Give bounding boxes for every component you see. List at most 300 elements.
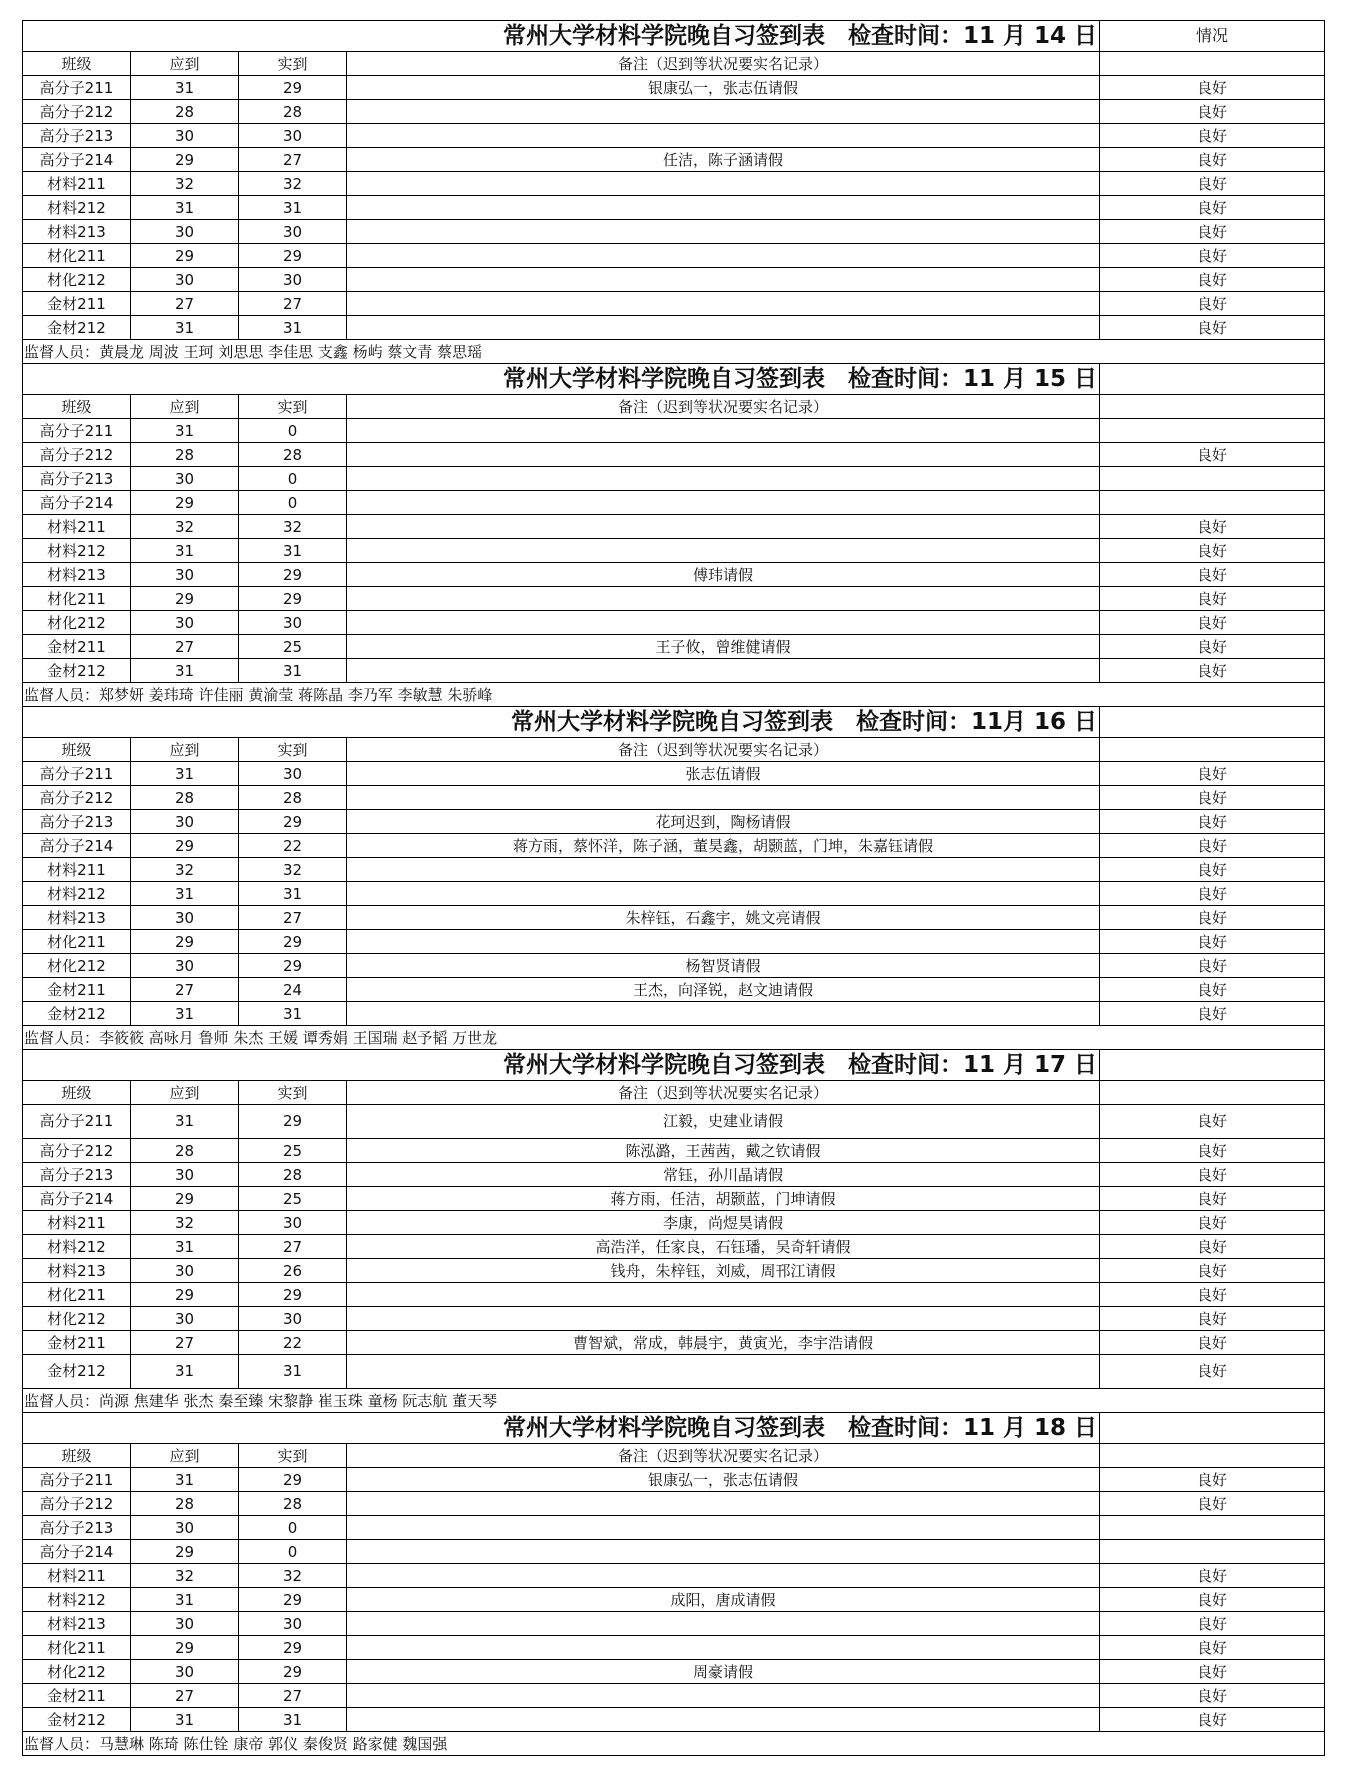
actual-cell: 0: [239, 419, 347, 443]
class-cell: 金材212: [23, 1708, 131, 1732]
expected-cell: 28: [131, 1139, 239, 1163]
note-cell: 王子攸，曾维健请假: [347, 635, 1100, 659]
table-row: [23, 316, 1325, 340]
expected-cell: 31: [131, 762, 239, 786]
table-row: [23, 1211, 1325, 1235]
table-row: [23, 563, 1325, 587]
expected-cell: 28: [131, 100, 239, 124]
note-cell: [347, 292, 1100, 316]
actual-cell: 28: [239, 100, 347, 124]
header-class: 班级: [23, 738, 131, 762]
supervisor-cell: [23, 1389, 1325, 1413]
class-cell: 高分子212: [23, 100, 131, 124]
table-row: [23, 76, 1325, 100]
table-row: [23, 1708, 1325, 1732]
note-cell: 王杰，向泽锐，赵文迪请假: [347, 978, 1100, 1002]
header-status-empty: [1100, 1444, 1325, 1468]
class-cell: 高分子214: [23, 1540, 131, 1564]
expected-cell: 31: [131, 1588, 239, 1612]
table-row: [23, 1105, 1325, 1139]
expected-cell: 30: [131, 1163, 239, 1187]
class-cell: 金材211: [23, 292, 131, 316]
table-row: [23, 834, 1325, 858]
status-cell: 良好: [1100, 978, 1325, 1002]
actual-cell: 0: [239, 467, 347, 491]
class-cell: 高分子213: [23, 124, 131, 148]
note-cell: [347, 1612, 1100, 1636]
expected-cell: 31: [131, 882, 239, 906]
expected-cell: 27: [131, 1684, 239, 1708]
status-cell: 良好: [1100, 1684, 1325, 1708]
actual-cell: 30: [239, 220, 347, 244]
expected-cell: 30: [131, 220, 239, 244]
class-cell: 高分子214: [23, 148, 131, 172]
expected-cell: 30: [131, 611, 239, 635]
table-row: [23, 268, 1325, 292]
actual-cell: 28: [239, 443, 347, 467]
table-row: [23, 172, 1325, 196]
expected-cell: 28: [131, 443, 239, 467]
supervisor-cell: [23, 683, 1325, 707]
supervisor-label: 监督人员：: [24, 1028, 100, 1047]
expected-cell: 30: [131, 268, 239, 292]
section-title-row: [23, 707, 1325, 738]
table-row: [23, 762, 1325, 786]
section-title-row: [23, 364, 1325, 395]
status-cell: 良好: [1100, 786, 1325, 810]
status-header-cell: [1100, 707, 1325, 738]
class-cell: 高分子211: [23, 76, 131, 100]
actual-cell: 32: [239, 172, 347, 196]
status-cell: 良好: [1100, 124, 1325, 148]
actual-cell: 31: [239, 539, 347, 563]
table-row: [23, 467, 1325, 491]
status-cell: 良好: [1100, 1355, 1325, 1389]
class-cell: 高分子212: [23, 1492, 131, 1516]
table-row: [23, 659, 1325, 683]
note-cell: 张志伍请假: [347, 762, 1100, 786]
note-cell: 蒋方雨，任洁，胡颢蓝，门坤请假: [347, 1187, 1100, 1211]
class-cell: 材料211: [23, 1564, 131, 1588]
note-cell: [347, 1307, 1100, 1331]
expected-cell: 29: [131, 148, 239, 172]
class-cell: 金材212: [23, 316, 131, 340]
class-cell: 材料213: [23, 1259, 131, 1283]
header-class: 班级: [23, 1081, 131, 1105]
actual-cell: 29: [239, 1468, 347, 1492]
class-cell: 材料211: [23, 1211, 131, 1235]
header-expected: 应到: [131, 395, 239, 419]
note-cell: 成阳，唐成请假: [347, 1588, 1100, 1612]
table-row: [23, 786, 1325, 810]
status-cell: 良好: [1100, 1163, 1325, 1187]
note-cell: 周豪请假: [347, 1660, 1100, 1684]
table-row: [23, 954, 1325, 978]
status-cell: 良好: [1100, 1187, 1325, 1211]
actual-cell: 31: [239, 1355, 347, 1389]
note-cell: [347, 196, 1100, 220]
status-cell: 良好: [1100, 244, 1325, 268]
table-row: [23, 1002, 1325, 1026]
table-row: [23, 1468, 1325, 1492]
note-cell: 曹智斌，常成，韩晨宇，黄寅光，李宇浩请假: [347, 1331, 1100, 1355]
class-cell: 金材212: [23, 1355, 131, 1389]
status-cell: 良好: [1100, 1235, 1325, 1259]
class-cell: 高分子214: [23, 491, 131, 515]
expected-cell: 29: [131, 491, 239, 515]
table-row: [23, 1187, 1325, 1211]
actual-cell: 0: [239, 1540, 347, 1564]
actual-cell: 30: [239, 611, 347, 635]
expected-cell: 30: [131, 1307, 239, 1331]
note-cell: [347, 587, 1100, 611]
supervisor-cell: [23, 1026, 1325, 1050]
header-note: 备注（迟到等状况要实名记录）: [347, 1081, 1100, 1105]
note-cell: [347, 316, 1100, 340]
class-cell: 材料213: [23, 906, 131, 930]
expected-cell: 27: [131, 635, 239, 659]
class-cell: 高分子211: [23, 1105, 131, 1139]
expected-cell: 31: [131, 316, 239, 340]
status-cell: 良好: [1100, 268, 1325, 292]
supervisor-names: 黄晨龙 周波 王珂 刘思思 李佳思 支鑫 杨屿 蔡文青 蔡思瑶: [99, 342, 483, 361]
note-cell: [347, 100, 1100, 124]
note-cell: [347, 220, 1100, 244]
status-cell: 良好: [1100, 1660, 1325, 1684]
table-row: [23, 810, 1325, 834]
supervisor-row: [23, 1026, 1325, 1050]
actual-cell: 22: [239, 1331, 347, 1355]
table-row: [23, 1492, 1325, 1516]
status-cell: 良好: [1100, 316, 1325, 340]
actual-cell: 29: [239, 1105, 347, 1139]
note-cell: [347, 858, 1100, 882]
actual-cell: 0: [239, 1516, 347, 1540]
expected-cell: 32: [131, 858, 239, 882]
status-cell: 良好: [1100, 563, 1325, 587]
expected-cell: 32: [131, 515, 239, 539]
actual-cell: 32: [239, 1564, 347, 1588]
note-cell: [347, 124, 1100, 148]
actual-cell: 28: [239, 1492, 347, 1516]
status-cell: 良好: [1100, 1259, 1325, 1283]
header-actual: 实到: [239, 1444, 347, 1468]
header-class: 班级: [23, 395, 131, 419]
note-cell: 银康弘一，张志伍请假: [347, 76, 1100, 100]
actual-cell: 31: [239, 196, 347, 220]
actual-cell: 27: [239, 148, 347, 172]
supervisor-row: [23, 1732, 1325, 1756]
supervisor-cell: [23, 340, 1325, 364]
actual-cell: 31: [239, 659, 347, 683]
section-title: 常州大学材料学院晚自习签到表 检查时间：11月 16 日: [23, 707, 1100, 738]
note-cell: [347, 1492, 1100, 1516]
expected-cell: 32: [131, 172, 239, 196]
status-cell: 良好: [1100, 1139, 1325, 1163]
status-cell: 良好: [1100, 1283, 1325, 1307]
status-cell: 良好: [1100, 1211, 1325, 1235]
class-cell: 金材211: [23, 635, 131, 659]
actual-cell: 29: [239, 810, 347, 834]
note-cell: [347, 1516, 1100, 1540]
table-row: [23, 1283, 1325, 1307]
status-cell: 良好: [1100, 930, 1325, 954]
status-cell: 良好: [1100, 1636, 1325, 1660]
class-cell: 金材211: [23, 1684, 131, 1708]
status-cell: 良好: [1100, 515, 1325, 539]
expected-cell: 29: [131, 1540, 239, 1564]
table-row: [23, 1540, 1325, 1564]
status-cell: 良好: [1100, 954, 1325, 978]
class-cell: 高分子213: [23, 467, 131, 491]
header-note: 备注（迟到等状况要实名记录）: [347, 395, 1100, 419]
expected-cell: 27: [131, 1331, 239, 1355]
table-row: [23, 1163, 1325, 1187]
note-cell: [347, 1636, 1100, 1660]
actual-cell: 28: [239, 786, 347, 810]
class-cell: 材料211: [23, 515, 131, 539]
table-row: [23, 1684, 1325, 1708]
actual-cell: 30: [239, 1307, 347, 1331]
actual-cell: 30: [239, 124, 347, 148]
expected-cell: 32: [131, 1211, 239, 1235]
section-title: 常州大学材料学院晚自习签到表 检查时间：11 月 15 日: [23, 364, 1100, 395]
table-row: [23, 978, 1325, 1002]
expected-cell: 29: [131, 244, 239, 268]
status-cell: 良好: [1100, 292, 1325, 316]
actual-cell: 22: [239, 834, 347, 858]
class-cell: 材化211: [23, 1283, 131, 1307]
expected-cell: 27: [131, 292, 239, 316]
note-cell: [347, 1355, 1100, 1389]
status-cell: 良好: [1100, 659, 1325, 683]
actual-cell: 29: [239, 1588, 347, 1612]
note-cell: 江毅，史建业请假: [347, 1105, 1100, 1139]
expected-cell: 31: [131, 419, 239, 443]
table-row: [23, 587, 1325, 611]
expected-cell: 31: [131, 1105, 239, 1139]
table-row: [23, 292, 1325, 316]
note-cell: [347, 515, 1100, 539]
status-cell: [1100, 467, 1325, 491]
status-cell: 良好: [1100, 882, 1325, 906]
actual-cell: 29: [239, 76, 347, 100]
actual-cell: 30: [239, 762, 347, 786]
table-row: [23, 220, 1325, 244]
table-row: [23, 244, 1325, 268]
actual-cell: 25: [239, 1187, 347, 1211]
note-cell: 任洁，陈子涵请假: [347, 148, 1100, 172]
table-row: [23, 611, 1325, 635]
status-cell: 良好: [1100, 1307, 1325, 1331]
table-row: [23, 1235, 1325, 1259]
header-expected: 应到: [131, 52, 239, 76]
supervisor-label: 监督人员：: [24, 685, 100, 704]
header-class: 班级: [23, 1444, 131, 1468]
actual-cell: 27: [239, 906, 347, 930]
note-cell: [347, 659, 1100, 683]
note-cell: [347, 1684, 1100, 1708]
status-cell: 良好: [1100, 1331, 1325, 1355]
supervisor-label: 监督人员：: [24, 342, 100, 361]
actual-cell: 31: [239, 1002, 347, 1026]
table-row: [23, 515, 1325, 539]
table-row: [23, 539, 1325, 563]
expected-cell: 30: [131, 1259, 239, 1283]
expected-cell: 30: [131, 124, 239, 148]
class-cell: 材料212: [23, 1588, 131, 1612]
actual-cell: 29: [239, 930, 347, 954]
status-cell: 良好: [1100, 906, 1325, 930]
class-cell: 高分子213: [23, 1516, 131, 1540]
note-cell: [347, 1283, 1100, 1307]
class-cell: 高分子211: [23, 419, 131, 443]
actual-cell: 30: [239, 268, 347, 292]
header-note: 备注（迟到等状况要实名记录）: [347, 52, 1100, 76]
status-header-cell: [1100, 1050, 1325, 1081]
class-cell: 高分子211: [23, 762, 131, 786]
note-cell: [347, 443, 1100, 467]
expected-cell: 30: [131, 954, 239, 978]
table-row: [23, 1612, 1325, 1636]
status-header-cell: 情况: [1100, 21, 1325, 52]
supervisor-row: [23, 1389, 1325, 1413]
class-cell: 材化212: [23, 954, 131, 978]
note-cell: 蒋方雨，蔡怀洋，陈子涵，董昊鑫，胡颢蓝，门坤，朱嘉钰请假: [347, 834, 1100, 858]
actual-cell: 27: [239, 1235, 347, 1259]
table-row: [23, 1307, 1325, 1331]
table-row: [23, 443, 1325, 467]
class-cell: 材料213: [23, 220, 131, 244]
table-row: [23, 1636, 1325, 1660]
expected-cell: 31: [131, 1235, 239, 1259]
section-title: 常州大学材料学院晚自习签到表 检查时间：11 月 14 日: [23, 21, 1100, 52]
header-status-empty: [1100, 52, 1325, 76]
status-cell: 良好: [1100, 1468, 1325, 1492]
actual-cell: 27: [239, 292, 347, 316]
status-cell: [1100, 419, 1325, 443]
actual-cell: 29: [239, 1660, 347, 1684]
table-row: [23, 1259, 1325, 1283]
status-cell: 良好: [1100, 1105, 1325, 1139]
section-title-row: [23, 1050, 1325, 1081]
actual-cell: 29: [239, 563, 347, 587]
table-row: [23, 1660, 1325, 1684]
column-header-row: [23, 52, 1325, 76]
header-note: 备注（迟到等状况要实名记录）: [347, 1444, 1100, 1468]
status-cell: 良好: [1100, 1588, 1325, 1612]
table-row: [23, 1139, 1325, 1163]
note-cell: [347, 1540, 1100, 1564]
class-cell: 材料212: [23, 539, 131, 563]
actual-cell: 31: [239, 882, 347, 906]
note-cell: 高浩洋，任家良，石钰璠，吴奇轩请假: [347, 1235, 1100, 1259]
table-row: [23, 1588, 1325, 1612]
supervisor-names: 尚源 焦建华 张杰 秦至臻 宋黎静 崔玉珠 童杨 阮志航 董天琴: [99, 1391, 498, 1410]
note-cell: [347, 491, 1100, 515]
table-row: [23, 858, 1325, 882]
status-cell: 良好: [1100, 1708, 1325, 1732]
actual-cell: 30: [239, 1612, 347, 1636]
class-cell: 材料211: [23, 172, 131, 196]
expected-cell: 30: [131, 1612, 239, 1636]
note-cell: 银康弘一，张志伍请假: [347, 1468, 1100, 1492]
table-row: [23, 1355, 1325, 1389]
note-cell: 朱梓钰，石鑫宇，姚文亮请假: [347, 906, 1100, 930]
supervisor-row: [23, 340, 1325, 364]
expected-cell: 27: [131, 978, 239, 1002]
actual-cell: 32: [239, 515, 347, 539]
status-cell: [1100, 1540, 1325, 1564]
note-cell: [347, 930, 1100, 954]
class-cell: 材化211: [23, 587, 131, 611]
status-cell: 良好: [1100, 539, 1325, 563]
actual-cell: 30: [239, 1211, 347, 1235]
note-cell: [347, 419, 1100, 443]
class-cell: 材化211: [23, 1636, 131, 1660]
class-cell: 材料212: [23, 882, 131, 906]
expected-cell: 31: [131, 1355, 239, 1389]
expected-cell: 30: [131, 467, 239, 491]
expected-cell: 28: [131, 786, 239, 810]
status-cell: 良好: [1100, 762, 1325, 786]
supervisor-names: 李筱筱 高咏月 鲁师 朱杰 王媛 谭秀娟 王国瑞 赵予韬 万世龙: [99, 1028, 498, 1047]
attendance-sheet: [22, 20, 1324, 1756]
note-cell: 傅玮请假: [347, 563, 1100, 587]
expected-cell: 31: [131, 76, 239, 100]
header-status-empty: [1100, 738, 1325, 762]
actual-cell: 0: [239, 491, 347, 515]
class-cell: 材料211: [23, 858, 131, 882]
class-cell: 材料212: [23, 1235, 131, 1259]
note-cell: 常钰，孙川晶请假: [347, 1163, 1100, 1187]
section-title-row: [23, 1413, 1325, 1444]
actual-cell: 25: [239, 1139, 347, 1163]
table-row: [23, 148, 1325, 172]
column-header-row: [23, 1444, 1325, 1468]
table-row: [23, 882, 1325, 906]
header-expected: 应到: [131, 1081, 239, 1105]
status-cell: 良好: [1100, 611, 1325, 635]
actual-cell: 31: [239, 1708, 347, 1732]
expected-cell: 30: [131, 1660, 239, 1684]
status-cell: 良好: [1100, 1612, 1325, 1636]
expected-cell: 31: [131, 1468, 239, 1492]
table-row: [23, 491, 1325, 515]
note-cell: [347, 172, 1100, 196]
actual-cell: 27: [239, 1684, 347, 1708]
expected-cell: 29: [131, 1636, 239, 1660]
header-status-empty: [1100, 1081, 1325, 1105]
table-row: [23, 419, 1325, 443]
class-cell: 材化212: [23, 611, 131, 635]
status-cell: 良好: [1100, 1492, 1325, 1516]
expected-cell: 30: [131, 563, 239, 587]
status-cell: 良好: [1100, 220, 1325, 244]
note-cell: [347, 467, 1100, 491]
class-cell: 材化212: [23, 1307, 131, 1331]
expected-cell: 32: [131, 1564, 239, 1588]
header-status-empty: [1100, 395, 1325, 419]
header-actual: 实到: [239, 738, 347, 762]
status-cell: 良好: [1100, 1564, 1325, 1588]
status-cell: 良好: [1100, 172, 1325, 196]
class-cell: 高分子212: [23, 1139, 131, 1163]
expected-cell: 29: [131, 834, 239, 858]
status-cell: 良好: [1100, 196, 1325, 220]
class-cell: 高分子212: [23, 443, 131, 467]
note-cell: [347, 611, 1100, 635]
